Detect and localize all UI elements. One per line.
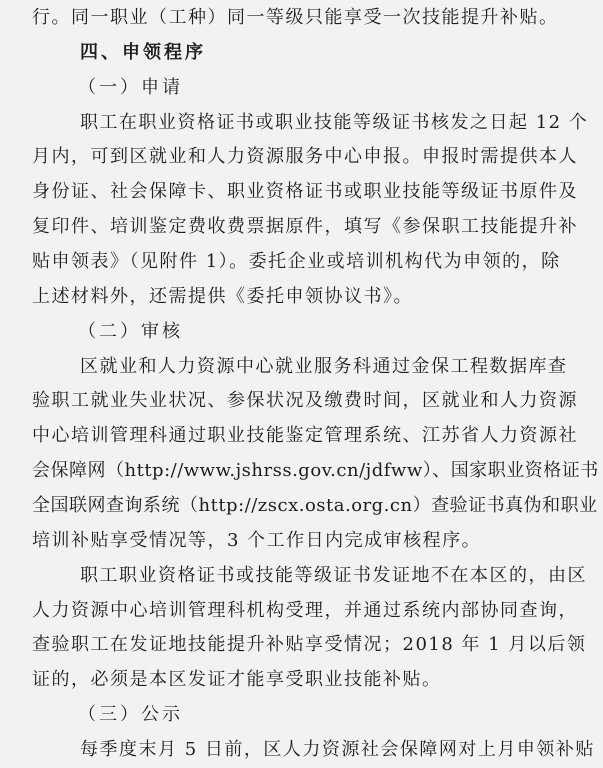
text-line: 贴申领表》（见附件 1）。委托企业或培训机构代为申领的，除 [32, 251, 561, 272]
text-line: 职工职业资格证书或技能等级证书发证地不在本区的，由区 [80, 565, 587, 586]
text-line: 复印件、培训鉴定费收费票据原件，填写《参保职工技能提升补 [32, 216, 578, 237]
text-line: 区就业和人力资源中心就业服务科通过金保工程数据库查 [80, 356, 568, 377]
text-line: 人力资源中心培训管理科机构受理，并通过系统内部协同查询， [32, 600, 578, 621]
section-heading: 四、申领程序 [80, 42, 206, 63]
text-line: 会保障网（http://www.jshrss.gov.cn/jdfww）、国家职业资格证书 [32, 460, 599, 481]
text-line: 全国联网查询系统（http://zscx.osta.org.cn）查验证书真伪和职业 [32, 495, 598, 516]
subsection-heading: （二）审核 [78, 321, 183, 342]
subsection-heading: （三）公示 [78, 704, 183, 725]
text-line: 职工在职业资格证书或职业技能等级证书核发之日起 12 个 [80, 112, 589, 133]
text-line: 月内，可到区就业和人力资源服务中心申报。申报时需提供本人 [32, 146, 578, 167]
subsection-heading: （一）申请 [78, 77, 183, 98]
text-line: 中心培训管理科通过职业技能鉴定管理系统、江苏省人力资源社 [32, 425, 578, 446]
text-line: 行。同一职业（工种）同一等级只能享受一次技能提升补贴。 [32, 7, 559, 28]
text-line: 每季度末月 5 日前，区人力资源社会保障网对上月申领补贴 [80, 739, 595, 760]
text-line: 身份证、社会保障卡、职业资格证书或职业技能等级证书原件及 [32, 181, 578, 202]
text-line: 培训补贴享受情况等，3 个工作日内完成审核程序。 [32, 530, 482, 551]
text-line: 证的，必须是本区发证才能享受职业技能补贴。 [32, 669, 442, 690]
text-line: 验职工就业失业状况、参保状况及缴费时间，区就业和人力资源 [32, 390, 578, 411]
text-line: 上述材料外，还需提供《委托申领协议书》。 [32, 286, 413, 307]
text-line: 查验职工在发证地技能提升补贴享受情况；2018 年 1 月以后领 [32, 634, 587, 655]
